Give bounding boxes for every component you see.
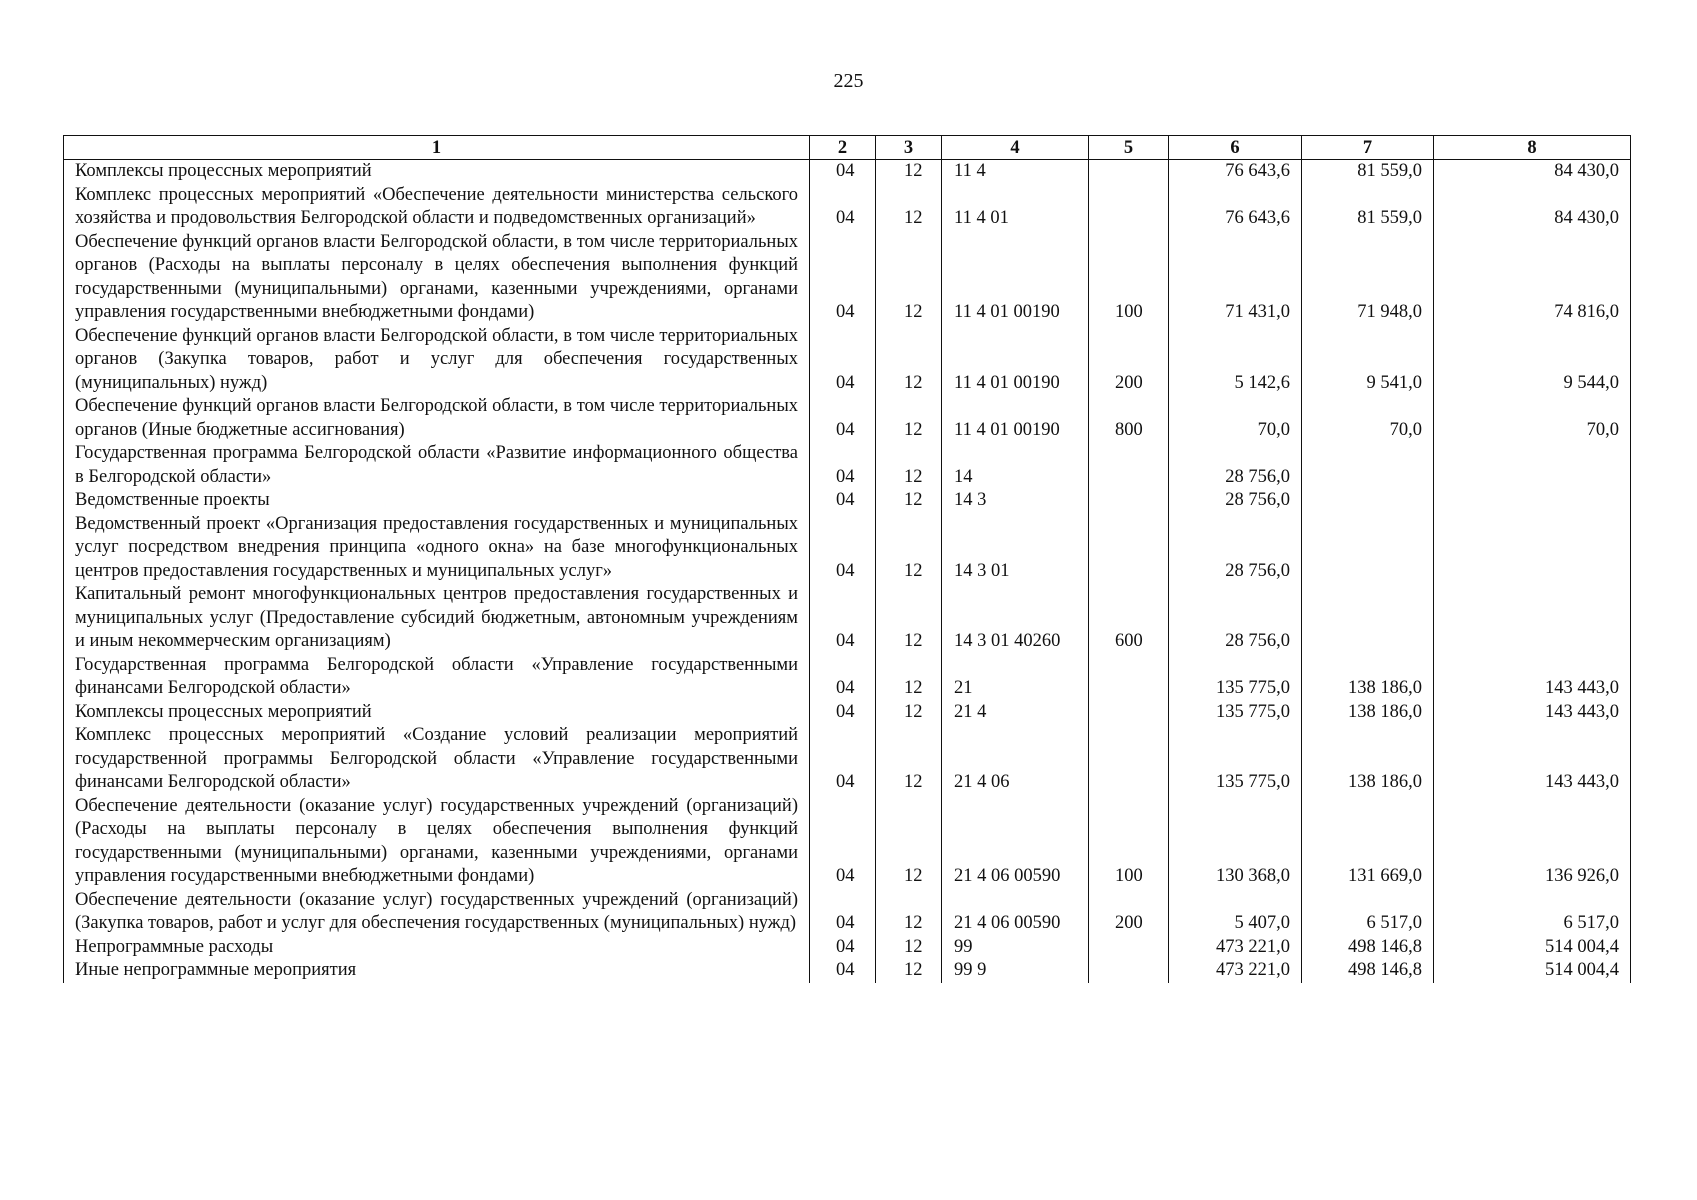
expense-type-code: 800 bbox=[1089, 395, 1169, 442]
section-code: 04 bbox=[810, 513, 876, 584]
item-name: Иные непрограммные мероприятия bbox=[64, 959, 810, 983]
item-name: Капитальный ремонт многофункциональных центров предоставления государственных и муниципальных услуг (Предоставление субсидий бюджетным, автономным учреждениям и иным некоммерческим организациям) bbox=[64, 583, 810, 654]
expense-type-code: 100 bbox=[1089, 795, 1169, 889]
amount-col-6: 135 775,0 bbox=[1169, 701, 1302, 725]
table-row bbox=[64, 936, 1631, 960]
header-col-1: 1 bbox=[64, 136, 810, 160]
expense-type-code: 100 bbox=[1089, 231, 1169, 325]
amount-col-6: 76 643,6 bbox=[1169, 160, 1302, 184]
expense-type-code bbox=[1089, 442, 1169, 489]
subsection-code: 12 bbox=[876, 325, 942, 396]
section-code: 04 bbox=[810, 583, 876, 654]
item-name: Обеспечение функций органов власти Белгородской области, в том числе территориальных органов (Иные бюджетные ассигнования) bbox=[64, 395, 810, 442]
subsection-code: 12 bbox=[876, 701, 942, 725]
header-col-8: 8 bbox=[1434, 136, 1631, 160]
amount-col-6: 135 775,0 bbox=[1169, 724, 1302, 795]
table-row bbox=[64, 701, 1631, 725]
expense-type-code: 600 bbox=[1089, 583, 1169, 654]
header-col-2: 2 bbox=[810, 136, 876, 160]
header-col-3: 3 bbox=[876, 136, 942, 160]
table-row bbox=[64, 325, 1631, 396]
section-code: 04 bbox=[810, 889, 876, 936]
subsection-code: 12 bbox=[876, 395, 942, 442]
amount-col-7: 498 146,8 bbox=[1302, 936, 1434, 960]
budget-table bbox=[63, 135, 1631, 983]
expense-type-code: 200 bbox=[1089, 889, 1169, 936]
amount-col-8: 143 443,0 bbox=[1434, 654, 1631, 701]
item-name: Комплекс процессных мероприятий «Обеспечение деятельности министерства сельского хозяйства и продовольствия Белгородской области и подведомственных организаций» bbox=[64, 184, 810, 231]
amount-col-6: 130 368,0 bbox=[1169, 795, 1302, 889]
subsection-code: 12 bbox=[876, 231, 942, 325]
amount-col-8: 514 004,4 bbox=[1434, 936, 1631, 960]
amount-col-8: 74 816,0 bbox=[1434, 231, 1631, 325]
section-code: 04 bbox=[810, 231, 876, 325]
section-code: 04 bbox=[810, 442, 876, 489]
amount-col-7: 81 559,0 bbox=[1302, 160, 1434, 184]
section-code: 04 bbox=[810, 724, 876, 795]
item-name: Обеспечение функций органов власти Белгородской области, в том числе территориальных органов (Расходы на выплаты персоналу в целях обеспечения выполнения функций государственными (муниципальными) органами, казенными учреждениями, органами управления государственными внебюджетными фондами) bbox=[64, 231, 810, 325]
table-row bbox=[64, 395, 1631, 442]
target-article-code: 11 4 bbox=[942, 160, 1089, 184]
section-code: 04 bbox=[810, 160, 876, 184]
amount-col-8: 143 443,0 bbox=[1434, 724, 1631, 795]
table-row bbox=[64, 795, 1631, 889]
target-article-code: 14 3 01 40260 bbox=[942, 583, 1089, 654]
amount-col-8: 136 926,0 bbox=[1434, 795, 1631, 889]
target-article-code: 11 4 01 00190 bbox=[942, 231, 1089, 325]
expense-type-code bbox=[1089, 513, 1169, 584]
target-article-code: 14 3 bbox=[942, 489, 1089, 513]
subsection-code: 12 bbox=[876, 654, 942, 701]
item-name: Непрограммные расходы bbox=[64, 936, 810, 960]
table-row bbox=[64, 489, 1631, 513]
item-name: Ведомственные проекты bbox=[64, 489, 810, 513]
amount-col-7: 6 517,0 bbox=[1302, 889, 1434, 936]
section-code: 04 bbox=[810, 701, 876, 725]
target-article-code: 21 4 bbox=[942, 701, 1089, 725]
amount-col-7 bbox=[1302, 513, 1434, 584]
amount-col-8: 143 443,0 bbox=[1434, 701, 1631, 725]
amount-col-8: 514 004,4 bbox=[1434, 959, 1631, 983]
table-row bbox=[64, 889, 1631, 936]
section-code: 04 bbox=[810, 325, 876, 396]
subsection-code: 12 bbox=[876, 959, 942, 983]
section-code: 04 bbox=[810, 654, 876, 701]
amount-col-7: 138 186,0 bbox=[1302, 701, 1434, 725]
target-article-code: 21 bbox=[942, 654, 1089, 701]
amount-col-7: 138 186,0 bbox=[1302, 724, 1434, 795]
amount-col-8 bbox=[1434, 583, 1631, 654]
target-article-code: 11 4 01 00190 bbox=[942, 325, 1089, 396]
expense-type-code bbox=[1089, 489, 1169, 513]
item-name: Ведомственный проект «Организация предоставления государственных и муниципальных услуг посредством внедрения принципа «одного окна» на базе многофункциональных центров предоставления государственных и муниципальных услуг» bbox=[64, 513, 810, 584]
subsection-code: 12 bbox=[876, 889, 942, 936]
expense-type-code bbox=[1089, 184, 1169, 231]
subsection-code: 12 bbox=[876, 724, 942, 795]
amount-col-6: 28 756,0 bbox=[1169, 489, 1302, 513]
amount-col-6: 473 221,0 bbox=[1169, 959, 1302, 983]
subsection-code: 12 bbox=[876, 513, 942, 584]
amount-col-7 bbox=[1302, 442, 1434, 489]
amount-col-8: 84 430,0 bbox=[1434, 184, 1631, 231]
amount-col-6: 135 775,0 bbox=[1169, 654, 1302, 701]
amount-col-8 bbox=[1434, 489, 1631, 513]
item-name: Государственная программа Белгородской области «Управление государственными финансами Белгородской области» bbox=[64, 654, 810, 701]
amount-col-7 bbox=[1302, 583, 1434, 654]
amount-col-8: 70,0 bbox=[1434, 395, 1631, 442]
target-article-code: 99 bbox=[942, 936, 1089, 960]
expense-type-code bbox=[1089, 959, 1169, 983]
amount-col-6: 71 431,0 bbox=[1169, 231, 1302, 325]
section-code: 04 bbox=[810, 489, 876, 513]
target-article-code: 11 4 01 bbox=[942, 184, 1089, 231]
amount-col-6: 5 407,0 bbox=[1169, 889, 1302, 936]
item-name: Комплекс процессных мероприятий «Создание условий реализации мероприятий государственной программы Белгородской области «Управление государственными финансами Белгородской области» bbox=[64, 724, 810, 795]
table-row bbox=[64, 231, 1631, 325]
amount-col-6: 28 756,0 bbox=[1169, 583, 1302, 654]
item-name: Обеспечение функций органов власти Белгородской области, в том числе территориальных органов (Закупка товаров, работ и услуг для обеспечения государственных (муниципальных) нужд) bbox=[64, 325, 810, 396]
amount-col-6: 28 756,0 bbox=[1169, 442, 1302, 489]
table-row bbox=[64, 583, 1631, 654]
target-article-code: 21 4 06 bbox=[942, 724, 1089, 795]
amount-col-7: 71 948,0 bbox=[1302, 231, 1434, 325]
expense-type-code bbox=[1089, 160, 1169, 184]
expense-type-code: 200 bbox=[1089, 325, 1169, 396]
subsection-code: 12 bbox=[876, 936, 942, 960]
subsection-code: 12 bbox=[876, 184, 942, 231]
section-code: 04 bbox=[810, 395, 876, 442]
table-row bbox=[64, 959, 1631, 983]
amount-col-7: 70,0 bbox=[1302, 395, 1434, 442]
amount-col-7: 81 559,0 bbox=[1302, 184, 1434, 231]
table-row bbox=[64, 654, 1631, 701]
amount-col-7: 498 146,8 bbox=[1302, 959, 1434, 983]
item-name: Обеспечение деятельности (оказание услуг) государственных учреждений (организаций) (Закупка товаров, работ и услуг для обеспечения государственных (муниципальных) нужд) bbox=[64, 889, 810, 936]
expense-type-code bbox=[1089, 724, 1169, 795]
item-name: Комплексы процессных мероприятий bbox=[64, 160, 810, 184]
section-code: 04 bbox=[810, 936, 876, 960]
target-article-code: 21 4 06 00590 bbox=[942, 795, 1089, 889]
amount-col-7: 131 669,0 bbox=[1302, 795, 1434, 889]
table-row bbox=[64, 160, 1631, 184]
table-row bbox=[64, 442, 1631, 489]
table-row bbox=[64, 724, 1631, 795]
expense-type-code bbox=[1089, 701, 1169, 725]
target-article-code: 11 4 01 00190 bbox=[942, 395, 1089, 442]
section-code: 04 bbox=[810, 184, 876, 231]
target-article-code: 21 4 06 00590 bbox=[942, 889, 1089, 936]
amount-col-6: 70,0 bbox=[1169, 395, 1302, 442]
amount-col-8: 84 430,0 bbox=[1434, 160, 1631, 184]
subsection-code: 12 bbox=[876, 583, 942, 654]
amount-col-6: 76 643,6 bbox=[1169, 184, 1302, 231]
target-article-code: 99 9 bbox=[942, 959, 1089, 983]
amount-col-8: 6 517,0 bbox=[1434, 889, 1631, 936]
amount-col-7 bbox=[1302, 489, 1434, 513]
header-col-5: 5 bbox=[1089, 136, 1169, 160]
table-row bbox=[64, 184, 1631, 231]
item-name: Государственная программа Белгородской области «Развитие информационного общества в Белгородской области» bbox=[64, 442, 810, 489]
subsection-code: 12 bbox=[876, 442, 942, 489]
subsection-code: 12 bbox=[876, 489, 942, 513]
subsection-code: 12 bbox=[876, 795, 942, 889]
amount-col-6: 5 142,6 bbox=[1169, 325, 1302, 396]
item-name: Комплексы процессных мероприятий bbox=[64, 701, 810, 725]
amount-col-8 bbox=[1434, 513, 1631, 584]
amount-col-7: 9 541,0 bbox=[1302, 325, 1434, 396]
header-row bbox=[64, 136, 1631, 160]
header-col-4: 4 bbox=[942, 136, 1089, 160]
page-number: 225 bbox=[833, 70, 864, 92]
expense-type-code bbox=[1089, 936, 1169, 960]
amount-col-6: 473 221,0 bbox=[1169, 936, 1302, 960]
target-article-code: 14 3 01 bbox=[942, 513, 1089, 584]
section-code: 04 bbox=[810, 959, 876, 983]
expense-type-code bbox=[1089, 654, 1169, 701]
amount-col-7: 138 186,0 bbox=[1302, 654, 1434, 701]
header-col-7: 7 bbox=[1302, 136, 1434, 160]
header-col-6: 6 bbox=[1169, 136, 1302, 160]
table-row bbox=[64, 513, 1631, 584]
subsection-code: 12 bbox=[876, 160, 942, 184]
section-code: 04 bbox=[810, 795, 876, 889]
amount-col-8 bbox=[1434, 442, 1631, 489]
item-name: Обеспечение деятельности (оказание услуг) государственных учреждений (организаций) (Расходы на выплаты персоналу в целях обеспечения выполнения функций государственными (муниципальными) органами, казенными учреждениями, органами управления государственными внебюджетными фондами) bbox=[64, 795, 810, 889]
amount-col-6: 28 756,0 bbox=[1169, 513, 1302, 584]
target-article-code: 14 bbox=[942, 442, 1089, 489]
amount-col-8: 9 544,0 bbox=[1434, 325, 1631, 396]
